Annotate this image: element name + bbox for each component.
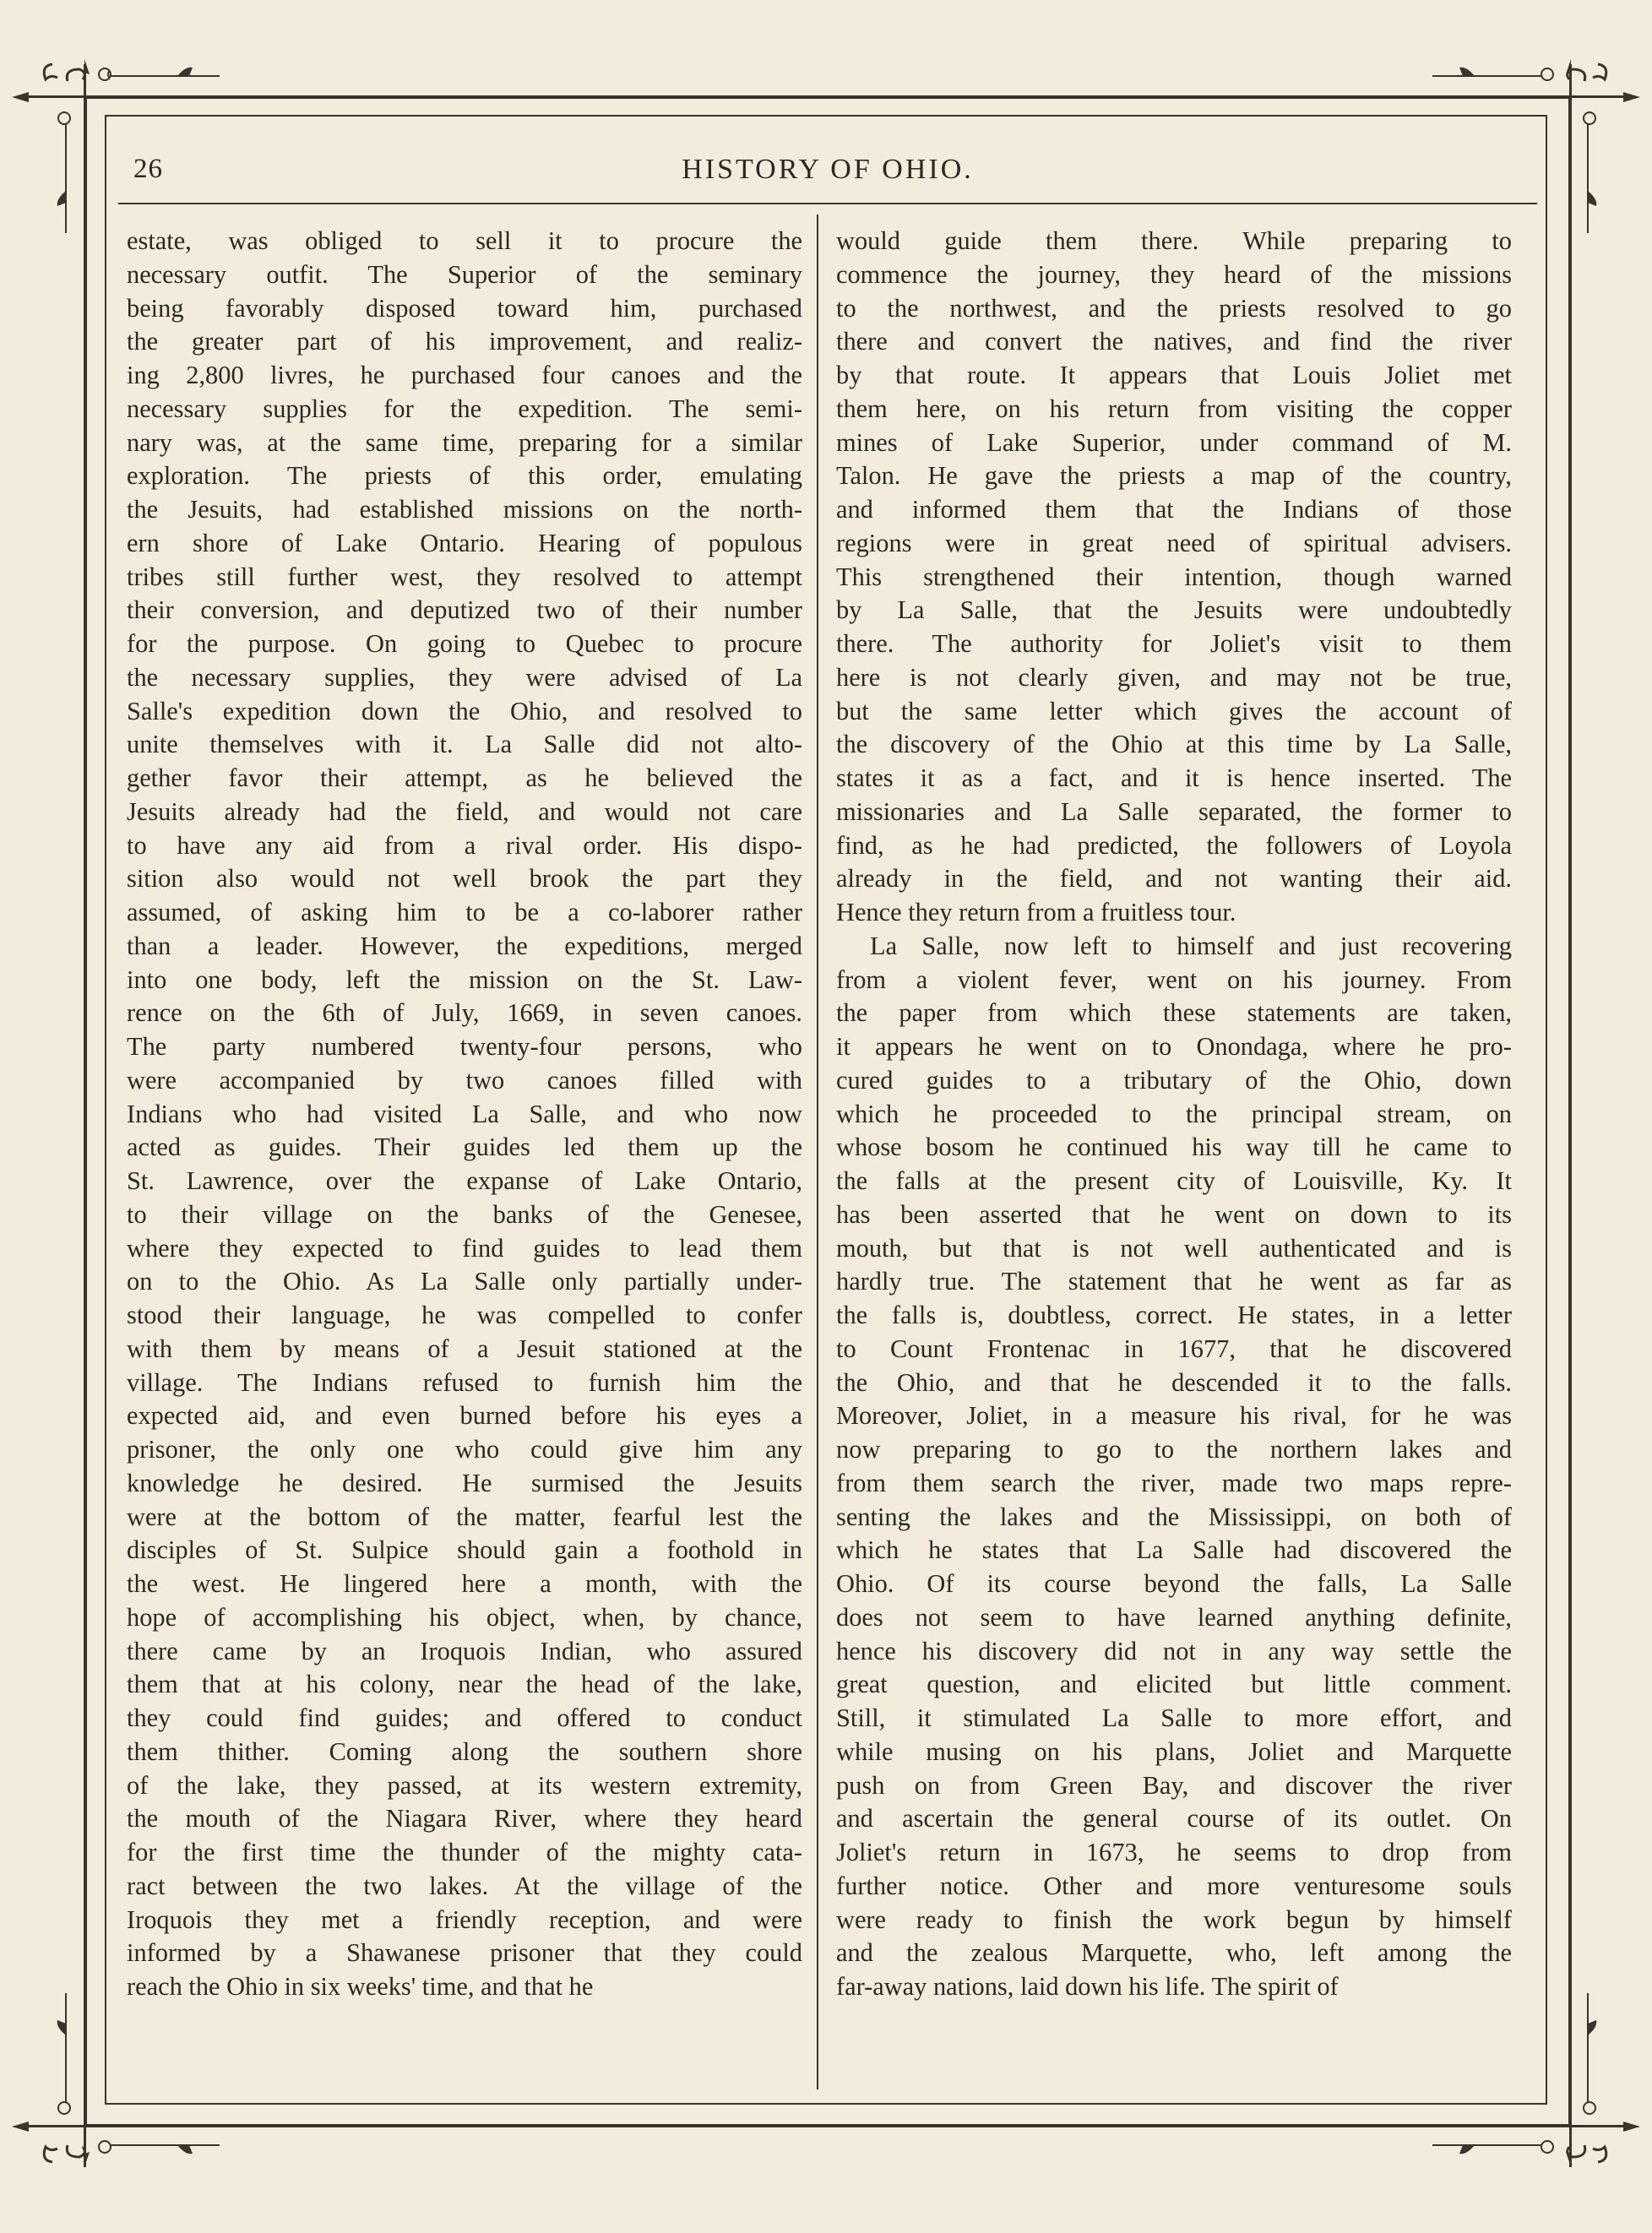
text-line: were accompanied by two canoes filled with: [127, 1065, 802, 1095]
text-line: it appears he went on to Onondaga, where he pro-: [836, 1032, 1512, 1061]
text-line: the west. He lingered here a month, with the: [127, 1569, 802, 1598]
header-rule: [118, 203, 1537, 204]
text-line: Joliet's return in 1673, he seems to drop from: [836, 1838, 1512, 1866]
text-line: expected aid, and even burned before his eyes a: [127, 1401, 802, 1431]
flourish-right-top-icon: [1576, 106, 1601, 242]
text-line: hope of accomplishing his object, when, by chance,: [127, 1602, 802, 1632]
text-line: and ascertain the general course of its outlet. On: [836, 1804, 1512, 1834]
text-line: them here, on his return from visiting the copper: [836, 394, 1512, 423]
text-line: gether favor their attempt, as he believed the: [127, 763, 802, 792]
text-line: Hence they return from a fruitless tour.: [836, 898, 1236, 926]
flourish-top-left-icon: [93, 62, 228, 88]
flourish-right-bottom-icon: [1576, 1985, 1601, 2120]
text-line: reach the Ohio in six weeks' time, and that he: [127, 1972, 594, 2001]
page-header: [118, 147, 1537, 194]
text-line: Jesuits already had the field, and would not care: [127, 796, 802, 826]
text-line: where they expected to find guides to lead them: [127, 1233, 802, 1263]
text-line: knowledge he desired. He surmised the Jesuits: [127, 1468, 802, 1497]
text-line: further notice. Other and more venturesome souls: [836, 1871, 1512, 1900]
text-line: by La Salle, that the Jesuits were undoubtedly: [836, 595, 1512, 625]
text-line: with them by means of a Jesuit stationed at the: [127, 1334, 802, 1363]
text-line: mouth, but that is not well authenticated and is: [836, 1233, 1512, 1263]
text-line: find, as he had predicted, the followers of Loyola: [836, 830, 1512, 860]
text-line: ract between the two lakes. At the village of the: [127, 1871, 802, 1900]
flourish-bottom-right-icon: [1424, 2135, 1559, 2160]
text-line: has been asserted that he went on down to its: [836, 1199, 1512, 1229]
text-line: village. The Indians refused to furnish him the: [127, 1367, 802, 1397]
text-line: being favorably disposed toward him, purchased: [127, 293, 802, 323]
text-line: them thither. Coming along the southern shore: [127, 1736, 802, 1766]
text-line: regions were in great need of spiritual advisers.: [836, 528, 1512, 557]
text-line: necessary outfit. The Superior of the seminary: [127, 259, 802, 289]
text-column-left: [127, 225, 802, 2004]
flourish-top-right-icon: [1424, 62, 1559, 88]
text-line: exploration. The priests of this order, emulating: [127, 461, 802, 491]
text-line: Indians who had visited La Salle, and who now: [127, 1099, 802, 1128]
text-line: cured guides to a tributary of the Ohio, down: [836, 1065, 1512, 1095]
text-line: the mouth of the Niagara River, where they heard: [127, 1804, 802, 1834]
text-line: hardly true. The statement that he went as far as: [836, 1267, 1512, 1296]
text-line: there came by an Iroquois Indian, who assured: [127, 1636, 802, 1665]
text-line: whose bosom he continued his way till he came to: [836, 1133, 1512, 1162]
text-line: but the same letter which gives the account of: [836, 696, 1512, 725]
text-line: the greater part of his improvement, and realiz-: [127, 327, 802, 356]
flourish-bottom-left-icon: [93, 2135, 228, 2160]
text-line: here is not clearly given, and may not be true,: [836, 662, 1512, 692]
text-line: them that at his colony, near the head of the lake,: [127, 1670, 802, 1699]
text-line: states it as a fact, and it is hence inserted. The: [836, 763, 1512, 792]
text-line: ing 2,800 livres, he purchased four canoes and the: [127, 361, 802, 389]
text-line: does not seem to have learned anything definite,: [836, 1602, 1512, 1632]
text-line: for the purpose. On going to Quebec to procure: [127, 629, 802, 658]
text-line: Salle's expedition down the Ohio, and resolved to: [127, 696, 802, 725]
text-line: informed by a Shawanese prisoner that they could: [127, 1938, 802, 1968]
text-line: far-away nations, laid down his life. The spirit of: [836, 1972, 1339, 2001]
border-rule-left: [84, 64, 86, 2167]
text-line: Iroquois they met a friendly reception, and were: [127, 1904, 802, 1934]
text-line: and the zealous Marquette, who, left among the: [836, 1938, 1512, 1968]
text-line: there. The authority for Joliet's visit to them: [836, 629, 1512, 658]
border-rule-bottom: [17, 2125, 1635, 2127]
text-line: acted as guides. Their guides led them up the: [127, 1133, 802, 1162]
text-line: push on from Green Bay, and discover the river: [836, 1770, 1512, 1800]
text-line: to Count Frontenac in 1677, that he discovered: [836, 1334, 1512, 1363]
text-line: and informed them that the Indians of those: [836, 495, 1512, 524]
text-line: The party numbered twenty-four persons, who: [127, 1032, 802, 1061]
text-line: to their village on the banks of the Genesee,: [127, 1199, 802, 1229]
text-line: for the first time the thunder of the mighty cata-: [127, 1838, 802, 1866]
text-line: sition also would not well brook the part they: [127, 864, 802, 894]
text-line: stood their language, he was compelled to confer: [127, 1301, 802, 1329]
text-line: which he states that La Salle had discovered the: [836, 1535, 1512, 1565]
text-line: the paper from which these statements are taken,: [836, 998, 1512, 1028]
text-line: senting the lakes and the Mississippi, on both of: [836, 1502, 1512, 1531]
text-line: St. Lawrence, over the expanse of Lake Ontario,: [127, 1166, 802, 1195]
text-line: the falls at the present city of Louisville, Ky. It: [836, 1166, 1512, 1195]
border-rule-right: [1569, 64, 1572, 2167]
text-line: to the northwest, and the priests resolved to go: [836, 293, 1512, 323]
text-line: estate, was obliged to sell it to procure the: [127, 226, 802, 255]
text-line: would guide them there. While preparing to: [836, 226, 1512, 255]
text-column-right: [836, 225, 1512, 2004]
text-line: to have any aid from a rival order. His dispo-: [127, 830, 802, 860]
text-line: on to the Ohio. As La Salle only partially under-: [127, 1267, 802, 1296]
text-line: while musing on his plans, Joliet and Marquette: [836, 1736, 1512, 1766]
text-line: which he proceeded to the principal stream, on: [836, 1099, 1512, 1128]
text-line: were at the bottom of the matter, fearful lest the: [127, 1502, 802, 1531]
text-line: nary was, at the same time, preparing for a similar: [127, 427, 802, 457]
text-line: hence his discovery did not in any way settle the: [836, 1636, 1512, 1665]
text-line: mines of Lake Superior, under command of M.: [836, 427, 1512, 457]
page-number: 26: [133, 154, 163, 184]
text-line: Still, it stimulated La Salle to more effort, and: [836, 1703, 1512, 1732]
border-rule-top: [17, 95, 1635, 98]
text-line: rence on the 6th of July, 1669, in seven canoes.: [127, 998, 802, 1028]
text-line: into one body, left the mission on the St. Law-: [127, 964, 802, 994]
text-line: the discovery of the Ohio at this time by La Salle,: [836, 730, 1512, 759]
running-title: HISTORY OF OHIO.: [682, 154, 974, 185]
text-line: the Ohio, and that he descended it to the falls.: [836, 1367, 1512, 1397]
text-line: missionaries and La Salle separated, the former to: [836, 796, 1512, 826]
text-line: now preparing to go to the northern lakes and: [836, 1435, 1512, 1464]
flourish-left-bottom-icon: [52, 1985, 78, 2120]
text-line: commence the journey, they heard of the missions: [836, 259, 1512, 289]
text-line: were ready to finish the work begun by himself: [836, 1904, 1512, 1934]
text-line: than a leader. However, the expeditions, merged: [127, 931, 802, 960]
text-line: unite themselves with it. La Salle did not alto-: [127, 730, 802, 759]
text-line: already in the field, and not wanting their aid.: [836, 864, 1512, 894]
text-line: disciples of St. Sulpice should gain a foothold in: [127, 1535, 802, 1565]
text-line: from them search the river, made two maps repre-: [836, 1468, 1512, 1497]
text-line: they could find guides; and offered to conduct: [127, 1703, 802, 1732]
text-line: tribes still further west, they resolved to attempt: [127, 562, 802, 591]
text-line: the falls is, doubtless, correct. He states, in a letter: [836, 1301, 1512, 1329]
text-line: the Jesuits, had established missions on the north-: [127, 495, 802, 524]
text-line: ern shore of Lake Ontario. Hearing of populous: [127, 528, 802, 557]
text-line: necessary supplies for the expedition. The semi-: [127, 394, 802, 423]
text-line: Ohio. Of its course beyond the falls, La Salle: [836, 1569, 1512, 1598]
text-line: assumed, of asking him to be a co-laborer rather: [127, 898, 802, 926]
text-line: Talon. He gave the priests a map of the country,: [836, 461, 1512, 491]
text-line: by that route. It appears that Louis Joliet met: [836, 361, 1512, 389]
text-line: prisoner, the only one who could give him any: [127, 1435, 802, 1464]
text-line: the necessary supplies, they were advised of La: [127, 662, 802, 692]
text-line: there and convert the natives, and find the river: [836, 327, 1512, 356]
text-line: Moreover, Joliet, in a measure his rival, for he was: [836, 1401, 1512, 1431]
text-line: This strengthened their intention, though warned: [836, 562, 1512, 591]
text-line: La Salle, now left to himself and just recovering: [870, 931, 1512, 960]
text-line: from a violent fever, went on his journey. From: [836, 964, 1512, 994]
text-line: of the lake, they passed, at its western extremity,: [127, 1770, 802, 1800]
column-divider: [817, 215, 818, 2089]
text-line: their conversion, and deputized two of their number: [127, 595, 802, 625]
flourish-left-top-icon: [52, 106, 78, 242]
text-line: great question, and elicited but little comment.: [836, 1670, 1512, 1699]
